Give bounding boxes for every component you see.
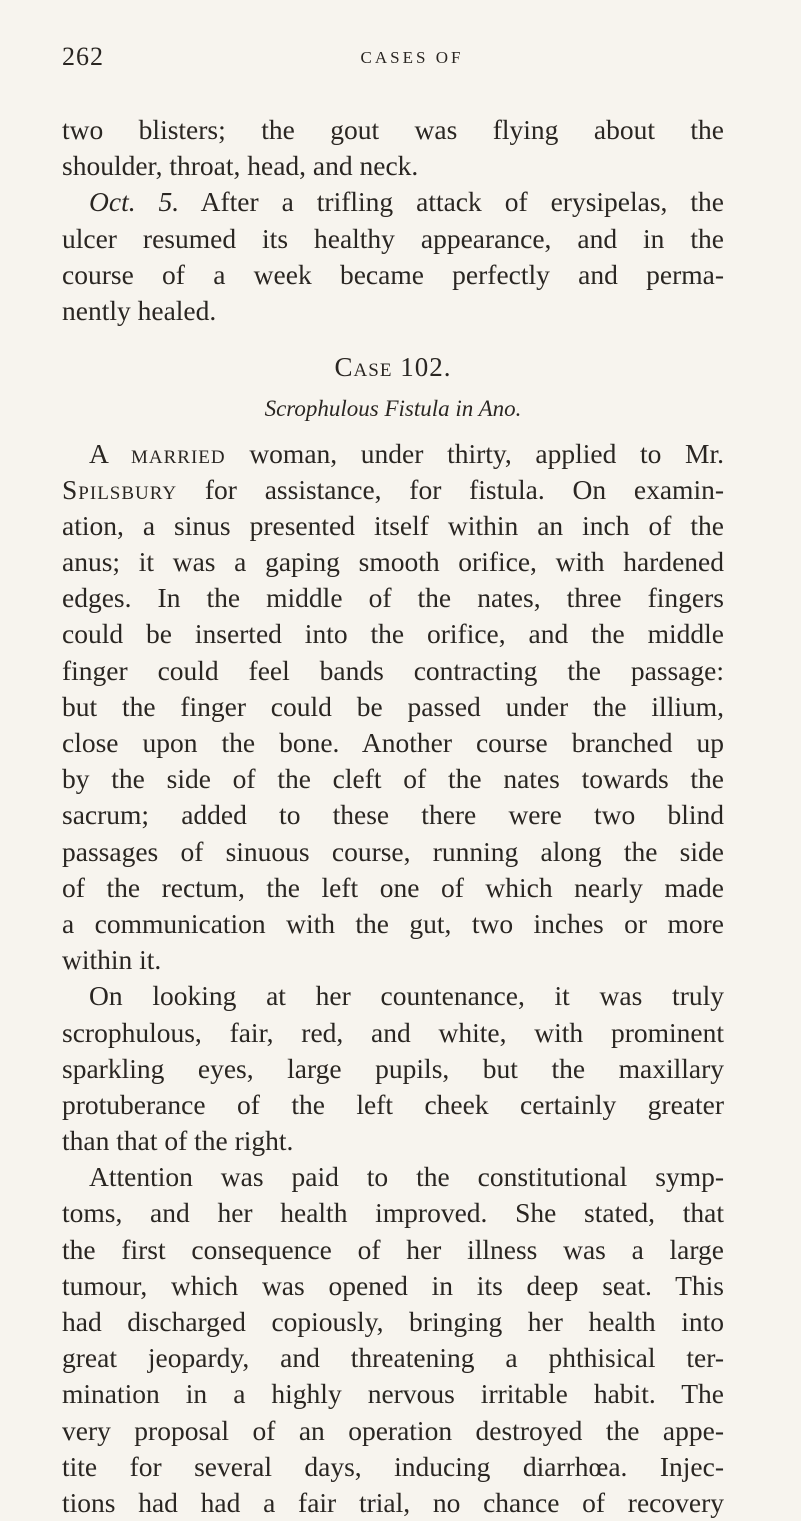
text-line: course of a week became perfectly and perma- [62,258,724,290]
text-line: tumour, which was opened in its deep seat. This [62,1269,724,1301]
person-name: Spilsbury [62,473,178,505]
text-line: within it. [62,944,162,976]
case-heading [62,349,724,385]
text-line: of the rectum, the left one of which nearly made [62,871,724,903]
case-subtitle: Scrophulous Fistula in Ano. [264,396,522,422]
date-label: Oct. 5. [89,186,180,218]
text-line: great jeopardy, and threatening a phthisical ter- [62,1342,724,1374]
case-heading-word: Case [334,352,393,383]
text-fragment: woman, under thirty, applied to Mr. [249,437,725,469]
body-text [62,112,724,1521]
text-line: sacrum; added to these there were two blind [62,799,724,831]
text-line: than that of the right. [62,1125,294,1157]
text-line: could be inserted into the orifice, and the middle [62,618,724,650]
text-fragment: for assistance, for fistula. On examin- [204,473,724,505]
text-line: ulcer resumed its healthy appearance, and in the [62,222,724,254]
text-line: close upon the bone. Another course branched up [62,727,724,758]
text-line: mination in a highly nervous irritable habit. The [62,1378,724,1410]
text-line: but the finger could be passed under the illium, [62,690,724,722]
text-fragment: married [131,437,226,469]
text-line: nently healed. [62,294,217,326]
text-line: the first consequence of her illness was a large [62,1233,724,1265]
text-line: Attention was paid to the constitutional symp- [89,1161,724,1193]
text-line: ation, a sinus presented itself within an inch of the [62,509,724,541]
case-heading-number: 102. [400,352,452,383]
text-line [62,436,724,472]
running-title: CASES OF [360,48,464,67]
text-fragment: A [89,437,108,469]
text-line: anus; it was a gaping smooth orifice, with hardened [62,546,724,578]
text-line: a communication with the gut, two inches or more [62,907,724,939]
text-line: tite for several days, inducing diarrhœa. Injec- [62,1450,724,1482]
text-line: passages of sinuous course, running along the side [62,835,724,867]
text-line: shoulder, throat, head, and neck. [62,150,419,182]
text-line: scrophulous, fair, red, and white, with prominent [62,1016,724,1048]
text-line: sparkling eyes, large pupils, but the maxillary [62,1052,724,1084]
text-line: two blisters; the gout was flying about the [62,114,724,145]
text-line: tions had had a fair trial, no chance of recovery [62,1486,724,1518]
text-line: had discharged copiously, bringing her health into [62,1306,724,1337]
text-line: finger could feel bands contracting the passage: [62,654,724,686]
text-line: protuberance of the left cheek certainly greater [62,1088,724,1120]
page-number: 262 [62,42,104,71]
text-line [62,472,724,508]
running-head [62,42,722,76]
text-fragment: After a trifling attack of erysipelas, the [200,186,724,218]
text-line: by the side of the cleft of the nates towards the [62,763,724,795]
text-line: toms, and her health improved. She stated, that [62,1197,724,1229]
text-line: very proposal of an operation destroyed the appe- [62,1414,724,1446]
text-line: On looking at her countenance, it was truly [89,980,724,1012]
text-line [62,184,724,220]
text-line: edges. In the middle of the nates, three fingers [62,582,724,614]
